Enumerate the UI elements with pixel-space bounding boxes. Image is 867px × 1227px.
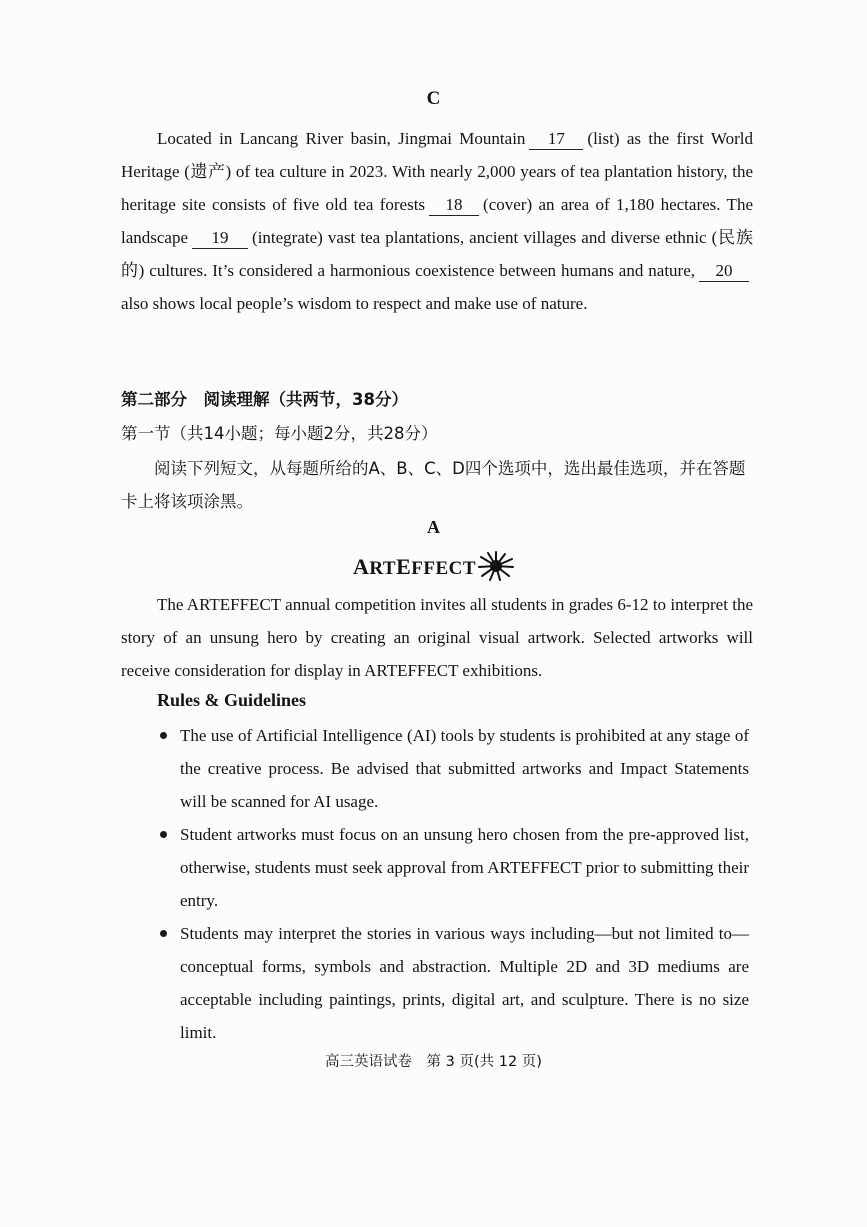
blank-17: 17 xyxy=(529,129,583,150)
rules-list xyxy=(157,719,749,1049)
cloze-paragraph xyxy=(121,122,753,320)
title-cap-e: E xyxy=(396,554,412,579)
rules-heading: Rules & Guidelines xyxy=(157,690,307,710)
section-c-heading: C xyxy=(426,88,441,109)
blank-20: 20 xyxy=(699,261,749,282)
cloze-text-3: (cover) an area of 1,180 hectares. The landscape xyxy=(121,195,753,247)
rule-item: Student artworks must focus on an unsung hero chosen from the pre-approved list, otherwise, students must seek approval from ARTEFFECT prior to submitting their entry. xyxy=(157,818,749,917)
title-rest-ffect: FFECT xyxy=(411,558,477,579)
blank-18: 18 xyxy=(429,195,479,216)
starburst-icon xyxy=(478,551,514,581)
cloze-text-2: (list) as the first World Heritage (遗产) of tea culture in 2023. With nearly 2,000 years of tea plantation history, the heritage site consists of five old tea forests xyxy=(121,129,753,214)
page-footer: 高三英语试卷 第 3 页(共 12 页) xyxy=(325,1054,542,1070)
section-one-heading: 第一节（共14小题；每小题2分，共28分） xyxy=(121,424,438,443)
cloze-text-4: (integrate) vast tea plantations, ancient villages and diverse ethnic (民族的) cultures. It’s considered a harmonious coexistence between humans and nature, xyxy=(121,228,753,280)
bullet-dot-icon xyxy=(160,732,167,739)
title-rest-rt: RT xyxy=(369,558,397,579)
bullet-dot-icon xyxy=(160,831,167,838)
rule-item: The use of Artificial Intelligence (AI) tools by students is prohibited at any stage of the creative process. Be advised that submitted artworks and Impact Statements will be scanned for AI usage. xyxy=(157,719,749,818)
passage-a-heading: A xyxy=(427,517,440,537)
passage-a-intro: The ARTEFFECT annual competition invites all students in grades 6-12 to interpret the story of an unsung hero by creating an original visual artwork. Selected artworks will receive consideration for display in ARTEFFECT exhibitions. xyxy=(121,595,753,680)
rule-item: Students may interpret the stories in various ways including—but not limited to—conceptual forms, symbols and abstraction. Multiple 2D and 3D mediums are acceptable including paintings, prints, digital art, and sculpture. There is no size limit. xyxy=(157,917,749,1049)
arteffect-title xyxy=(0,551,867,581)
blank-19: 19 xyxy=(192,228,248,249)
reading-instruction: 阅读下列短文，从每题所给的A、B、C、D四个选项中，选出最佳选项，并在答题卡上将该项涂黑。 xyxy=(121,459,746,511)
title-cap-a: A xyxy=(352,554,370,579)
part-two-heading: 第二部分 阅读理解（共两节，38分） xyxy=(121,390,408,409)
bullet-dot-icon xyxy=(160,930,167,937)
cloze-text-1: Located in Lancang River basin, Jingmai Mountain xyxy=(157,129,526,148)
cloze-text-5: also shows local people’s wisdom to respect and make use of nature. xyxy=(121,294,588,313)
